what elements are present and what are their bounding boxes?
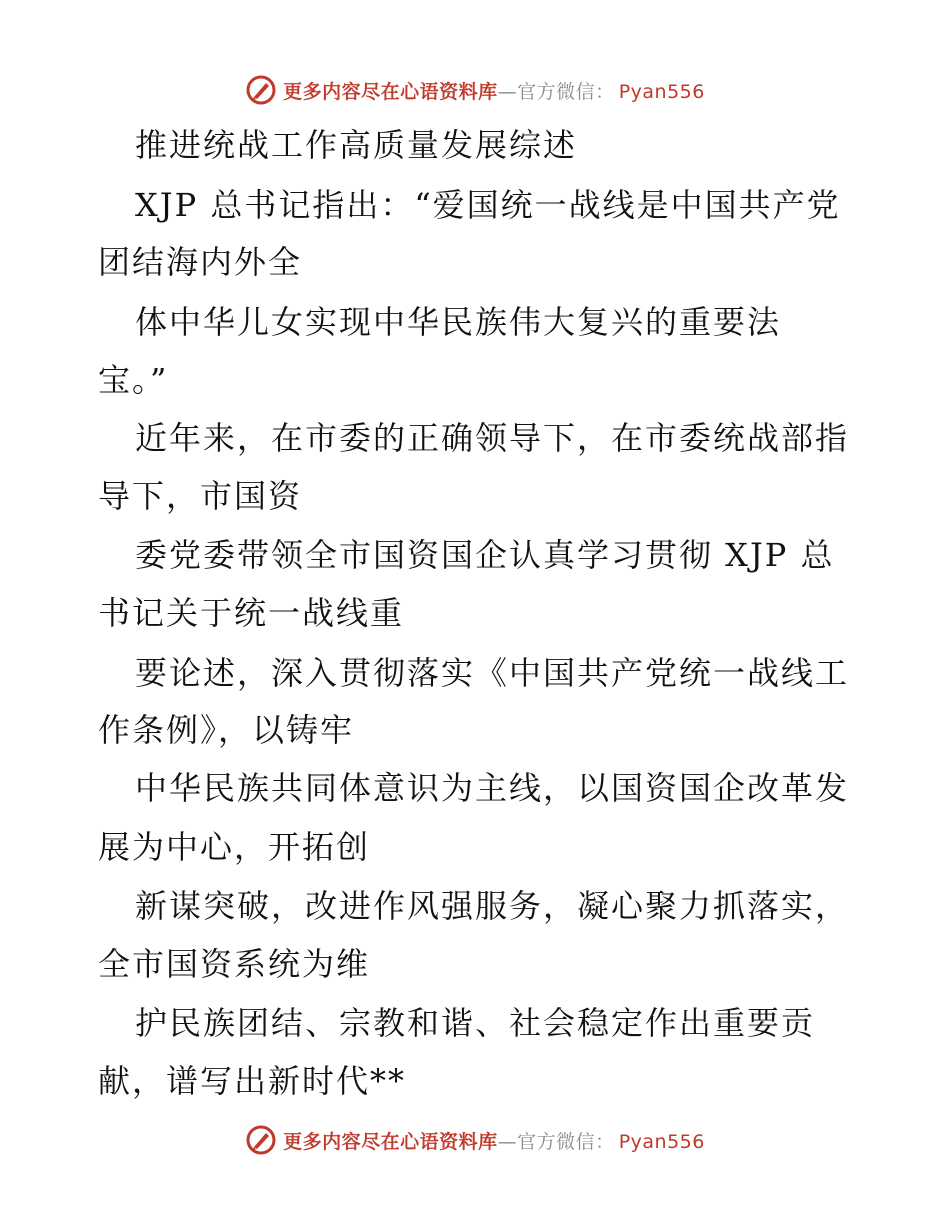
header-banner-text <box>283 77 705 104</box>
footer-banner-wechat-id: Pyan556 <box>618 1130 705 1153</box>
paragraph-line: 宝。” <box>98 361 169 399</box>
paragraph-line: 中华民族共同体意识为主线，以国资国企改革发 <box>135 769 850 807</box>
document-title: 推进统战工作高质量发展综述 <box>135 126 578 164</box>
paragraph-line: 新谋突破，改进作风强服务，凝心聚力抓落实， <box>135 887 850 925</box>
paragraph-line: 护民族团结、宗教和谐、社会稳定作出重要贡 <box>135 1004 816 1042</box>
header-banner-wechat-id: Pyan556 <box>618 80 705 103</box>
paragraph-line: 近年来，在市委的正确领导下，在市委统战部指 <box>135 419 850 457</box>
paragraph-line: 导下，市国资 <box>98 477 303 515</box>
footer-banner-dash: — <box>497 1130 518 1153</box>
paragraph-line: 全市国资系统为维 <box>98 945 371 983</box>
footer-banner-text <box>283 1127 705 1154</box>
header-banner <box>0 70 950 110</box>
paragraph-line: 作条例》，以铸牢 <box>98 711 355 749</box>
header-banner-main: 更多内容尽在心语资料库 <box>283 80 498 103</box>
header-banner-wechat-label: 官方微信： <box>517 80 615 103</box>
quill-logo-icon <box>245 1124 277 1156</box>
footer-banner-main: 更多内容尽在心语资料库 <box>283 1130 498 1153</box>
paragraph-line: 委党委带领全市国资国企认真学习贯彻 XJP 总 <box>135 536 835 574</box>
paragraph-line: 团结海内外全 <box>98 243 303 281</box>
paragraph-line: XJP 总书记指出：“爱国统一战线是中国共产党 <box>135 186 841 224</box>
footer-banner-wechat-label: 官方微信： <box>517 1130 615 1153</box>
quill-logo-icon <box>245 74 277 106</box>
header-banner-inner <box>245 74 705 106</box>
paragraph-line: 展为中心，开拓创 <box>98 828 371 866</box>
paragraph-line: 书记关于统一战线重 <box>98 594 405 632</box>
paragraph-line: 要论述，深入贯彻落实《中国共产党统一战线工 <box>135 654 850 692</box>
footer-banner-inner <box>245 1124 705 1156</box>
paragraph-line: 体中华儿女实现中华民族伟大复兴的重要法 <box>135 303 782 341</box>
paragraph-line: 献，谱写出新时代** <box>98 1062 407 1100</box>
header-banner-dash: — <box>497 80 518 103</box>
footer-banner <box>0 1120 950 1160</box>
